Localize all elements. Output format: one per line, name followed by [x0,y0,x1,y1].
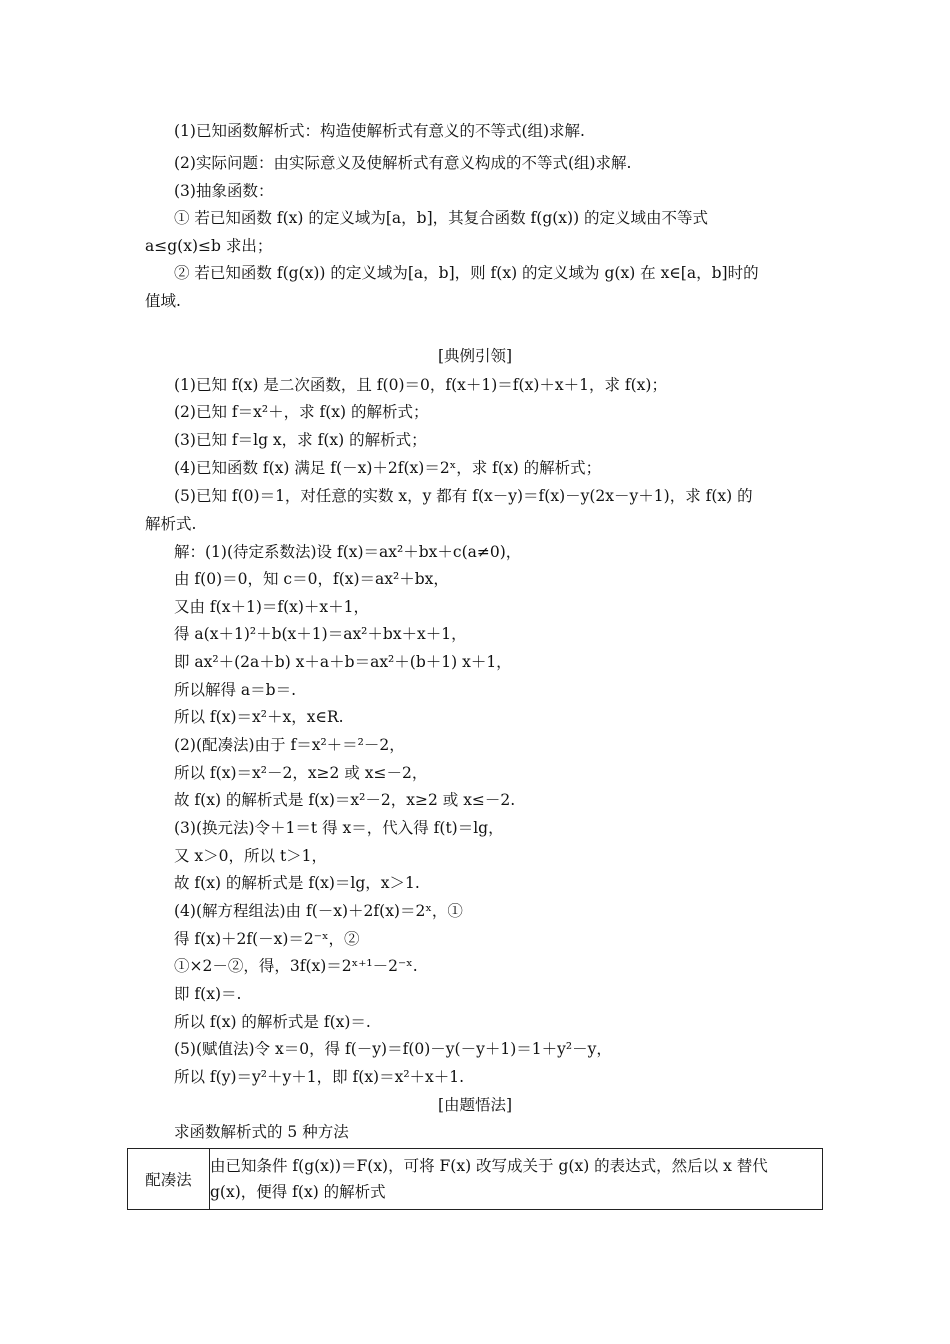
question-5-line2: 解析式. [145,515,197,533]
rule-3-2-line1: ② 若已知函数 f(g(x)) 的定义域为[a，b]，则 f(x) 的定义域为 g(x) 在 x∈[a，b]时的 [174,264,759,282]
question-4: (4)已知函数 f(x) 满足 f(－x)＋2f(x)＝2ˣ，求 f(x) 的解析式； [174,459,602,477]
solution-line: (5)(赋值法)令 x＝0，得 f(－y)＝f(0)－y(－y＋1)＝1＋y²－y， [174,1040,612,1058]
solution-line: (3)(换元法)令＋1＝t 得 x＝，代入得 f(t)＝lg， [174,819,504,837]
question-3: (3)已知 f＝lg x，求 f(x) 的解析式； [174,431,427,449]
solution-line: 又 x＞0，所以 t＞1， [174,847,328,865]
summary-heading: [由题悟法] [437,1096,513,1114]
solution-line: 所以 f(x)＝x²＋x，x∈R. [174,708,344,726]
solution-line: 所以 f(y)＝y²＋y＋1，即 f(x)＝x²＋x＋1. [174,1068,465,1086]
method-name: 配凑法 [128,1149,210,1210]
question-2: (2)已知 f＝x²＋，求 f(x) 的解析式； [174,403,429,421]
rule-3: (3)抽象函数： [174,182,274,200]
solution-line: 所以解得 a＝b＝. [174,681,297,699]
solution-line: 得 f(x)＋2f(－x)＝2⁻ˣ，② [174,930,360,948]
rule-3-1-line2: a≤g(x)≤b 求出； [145,237,273,255]
solution-line: 所以 f(x)＝x²－2，x≥2 或 x≤－2， [174,764,428,782]
solution-line: 故 f(x) 的解析式是 f(x)＝lg，x＞1. [174,874,420,892]
solution-line: 即 ax²＋(2a＋b) x＋a＋b＝ax²＋(b＋1) x＋1， [174,653,512,671]
solution-line: 由 f(0)＝0，知 c＝0，f(x)＝ax²＋bx， [174,570,449,588]
solution-line: 又由 f(x＋1)＝f(x)＋x＋1， [174,598,370,616]
solution-line: (2)(配凑法)由于 f＝x²＋＝²－2， [174,736,405,754]
table-row [128,1149,823,1210]
question-5-line1: (5)已知 f(0)＝1，对任意的实数 x，y 都有 f(x－y)＝f(x)－y(2x－y＋1)，求 f(x) 的 [174,487,753,505]
method-description [210,1149,823,1210]
question-1: (1)已知 f(x) 是二次函数，且 f(0)＝0，f(x＋1)＝f(x)＋x＋1，求 f(x)； [174,376,667,394]
rule-3-2-line2: 值域. [145,292,181,310]
method-description-line2: g(x)，便得 f(x) 的解析式 [210,1183,386,1201]
example-heading: [典例引领] [437,347,513,365]
solution-line: 即 f(x)＝. [174,985,242,1003]
methods-table [127,1148,823,1210]
solution-line: 故 f(x) 的解析式是 f(x)＝x²－2，x≥2 或 x≤－2. [174,791,516,809]
solution-line: (4)(解方程组法)由 f(－x)＋2f(x)＝2ˣ，① [174,902,463,920]
solution-line: 解：(1)(待定系数法)设 f(x)＝ax²＋bx＋c(a≠0)， [174,543,522,561]
rule-1: (1)已知函数解析式：构造使解析式有意义的不等式(组)求解. [174,122,585,140]
rule-2: (2)实际问题：由实际意义及使解析式有意义构成的不等式(组)求解. [174,154,632,172]
summary-intro: 求函数解析式的 5 种方法 [174,1123,349,1141]
solution-line: 得 a(x＋1)²＋b(x＋1)＝ax²＋bx＋x＋1， [174,625,467,643]
rule-3-1-line1: ① 若已知函数 f(x) 的定义域为[a，b]，其复合函数 f(g(x)) 的定义域由不等式 [174,209,709,227]
method-description-line1: 由已知条件 f(g(x))＝F(x)，可将 F(x) 改写成关于 g(x) 的表达式，然后以 x 替代 [210,1157,768,1175]
solution-line: 所以 f(x) 的解析式是 f(x)＝. [174,1013,371,1031]
solution-line: ①×2－②，得，3f(x)＝2ˣ⁺¹－2⁻ˣ. [174,957,418,975]
